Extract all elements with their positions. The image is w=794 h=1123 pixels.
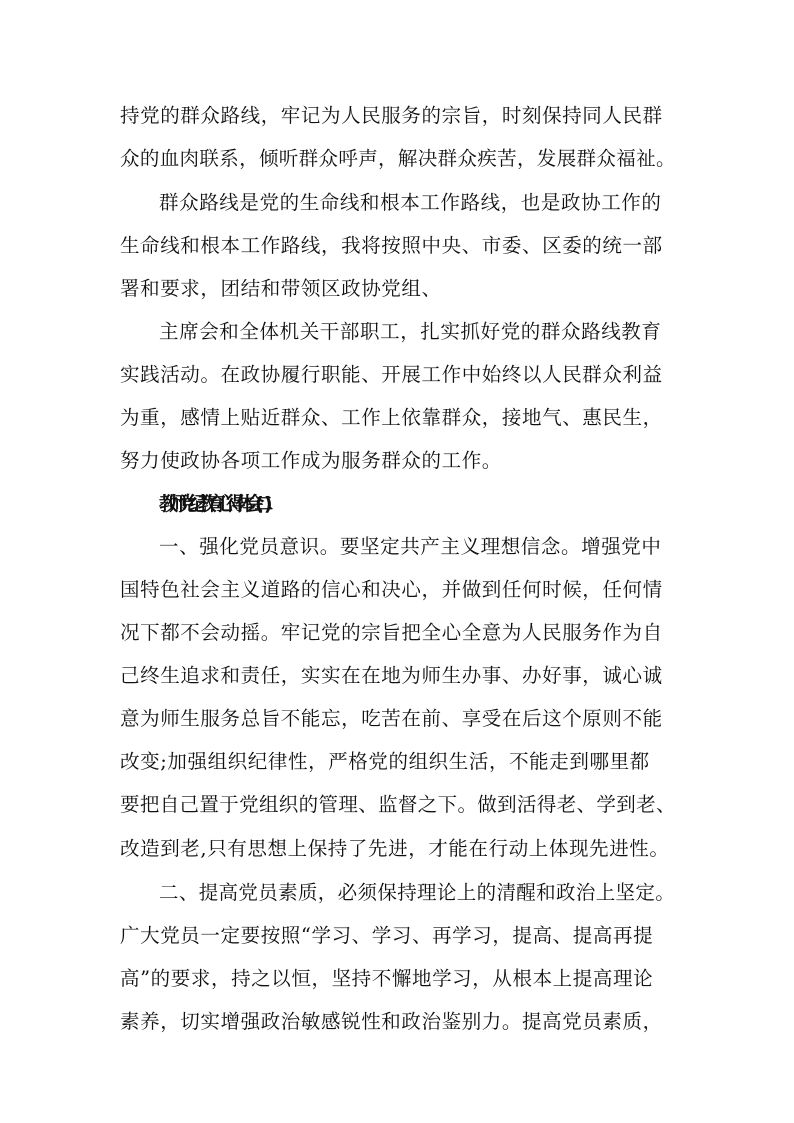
paragraph-line: 生命线和根本工作路线，我将按照中央、市委、区委的统一部 — [120, 234, 663, 257]
paragraph-line: 署和要求，团结和带领区政协党组、 — [120, 277, 442, 300]
paragraph-line: 实践活动。在政协履行职能、开展工作中始终以人民群众利益 — [120, 363, 663, 386]
paragraph-line: 意为师生服务总旨不能忘，吃苦在前、享受在后这个原则不能 — [120, 707, 663, 730]
section-heading: 教师党纪教育心得体会(二) — [159, 493, 264, 515]
paragraph-line: 为重，感情上贴近群众、工作上依靠群众，接地气、惠民生， — [120, 406, 663, 429]
paragraph-line: 二、提高党员素质，必须保持理论上的清醒和政治上坚定。 — [159, 881, 676, 904]
paragraph-line: 努力使政协各项工作成为服务群众的工作。 — [120, 449, 502, 472]
paragraph-line: 己终生追求和责任，实实在在地为师生办事、办好事，诚心诚 — [120, 664, 663, 687]
paragraph-line: 主席会和全体机关干部职工，扎实抓好党的群众路线教育 — [159, 320, 662, 343]
paragraph-line: 群众路线是党的生命线和根本工作路线，也是政协工作的 — [159, 191, 662, 214]
paragraph-line: 高”的要求，持之以恒，坚持不懈地学习，从根本上提高理论 — [120, 967, 654, 990]
paragraph-line: 况下都不会动摇。牢记党的宗旨把全心全意为人民服务作为自 — [120, 621, 663, 644]
paragraph-line: 素养，切实增强政治敏感锐性和政治鉴别力。提高党员素质， — [120, 1010, 663, 1033]
paragraph-line: 众的血肉联系，倾听群众呼声，解决群众疾苦，发展群众福祉。 — [120, 147, 676, 170]
paragraph-line: 国特色社会主义道路的信心和决心，并做到任何时候，任何情 — [120, 578, 663, 601]
paragraph-line: 要把自己置于党组织的管理、监督之下。做到活得老、学到老、 — [120, 793, 676, 816]
paragraph-line: 广大党员一定要按照“学习、学习、再学习，提高、提高再提 — [120, 924, 654, 947]
paragraph-line: 改造到老,只有思想上保持了先进，才能在行动上体现先进性。 — [120, 837, 670, 860]
paragraph-line: 一、强化党员意识。要坚定共产主义理想信念。增强党中 — [159, 535, 662, 558]
paragraph-line: 持党的群众路线，牢记为人民服务的宗旨，时刻保持同人民群 — [120, 104, 663, 127]
paragraph-line: 改变;加强组织纪律性，严格党的组织生活，不能走到哪里都 — [120, 750, 650, 773]
